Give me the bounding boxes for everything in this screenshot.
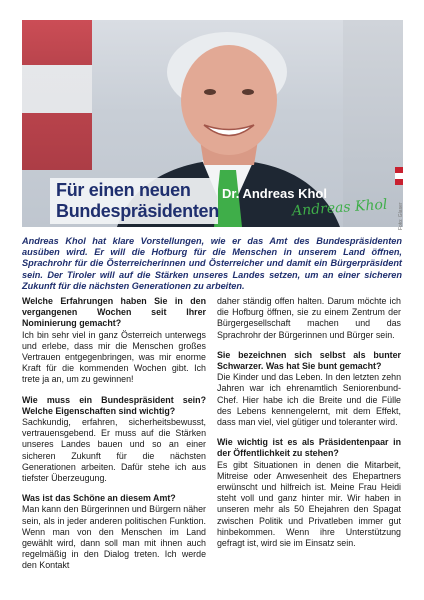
photo-credit: Foto: Glaser — [398, 202, 404, 230]
austria-flag-icon — [395, 167, 403, 185]
interview-answer: Die Kinder und das Leben. In den letzten zehn Jahren war ich ehrenamtlich Seniorenbund-Chef. Hier habe ich die Breite und die Fülle des Lebens kennengelernt, mit dem Effekt, dass man viel, viel gütiger und toleranter wird. — [217, 372, 401, 428]
interview-question: Wie wichtig ist es als Präsidentenpaar in der Öffentlichkeit zu stehen? — [217, 437, 401, 459]
interview-column-right — [217, 296, 401, 558]
hero-photo — [22, 20, 403, 227]
interview-answer: Es gibt Situationen in denen die Mitarbeit, Mitreise oder Anwesenheit des Ehepartners erwünscht und hilfreich ist. Meine Frau Heidi steht voll und ganz hinter mir. Wir haben in unseren mehr als 50 Ehejahren den Spagat zwischen Politik und Privatleben immer gut hinbekommen. Wenn ihre Unterstützung gefragt ist, wird sie im Einsatz sein. — [217, 459, 401, 549]
interview-answer: Ich bin sehr viel in ganz Österreich unterwegs und erlebe, dass mir die Menschen großes Vertrauen entgegenbringen, was mir enorme Kraft für die kommenden Wochen gibt. Ich trete ja an, um zu gewinnen! — [22, 329, 206, 385]
headline: Für einen neuen Bundespräsidenten — [56, 180, 219, 221]
interview-answer: Sachkundig, erfahren, sicherheitsbewusst, vertrauensgebend. Er muss auf die Stärken unseres Landes bauen und so an einer sicheren Zukunft für die nächsten Generationen arbeiten. Dafür stehe ich aus tiefster Überzeugung. — [22, 417, 206, 484]
interview-column-left — [22, 296, 206, 581]
interview-question: Welche Erfahrungen haben Sie in den vergangenen Wochen seit Ihrer Nominierung gemacht? — [22, 296, 206, 329]
candidate-name: Dr. Andreas Khol — [222, 186, 327, 201]
interview-answer-continued: daher ständig offen halten. Darum möchte ich die Hofburg öffnen, sie zu einem Zentrum der Bürgergesellschaft machen und das Sprachrohr der Bürgerinnen und Bürger sein. — [217, 296, 401, 340]
interview-answer: Man kann den Bürgerinnen und Bürgern näher sein, als in jeder anderen politischen Funktion. Wenn man von den Menschen im Land gewählt wird, dann soll man mit ihnen auch regelmäßig in den Dialog treten. Ich werde den Kontakt — [22, 504, 206, 571]
signature: Andreas Khol — [291, 196, 388, 220]
interview-question: Was ist das Schöne an diesem Amt? — [22, 493, 176, 504]
interview-question: Sie bezeichnen sich selbst als bunter Schwarzer. Was hat Sie bunt gemacht? — [217, 349, 401, 372]
interview-question: Wie muss ein Bundespräsident sein? Welche Eigenschaften sind wichtig? — [22, 394, 206, 416]
intro-text: Andreas Khol hat klare Vorstellungen, wie er das Amt des Bundespräsidenten ausüben wird. Er will die Hofburg für die Menschen in unserem Land öffnen, Sprachrohr für die Österreicherinnen und Österreicher und damit ein Bürgerpräsident sein. Der Tiroler will auf die Stärken unseres Landes setzen, um an einer sicheren Zukunft für die nächsten Generationen zu arbeiten. — [22, 236, 402, 291]
